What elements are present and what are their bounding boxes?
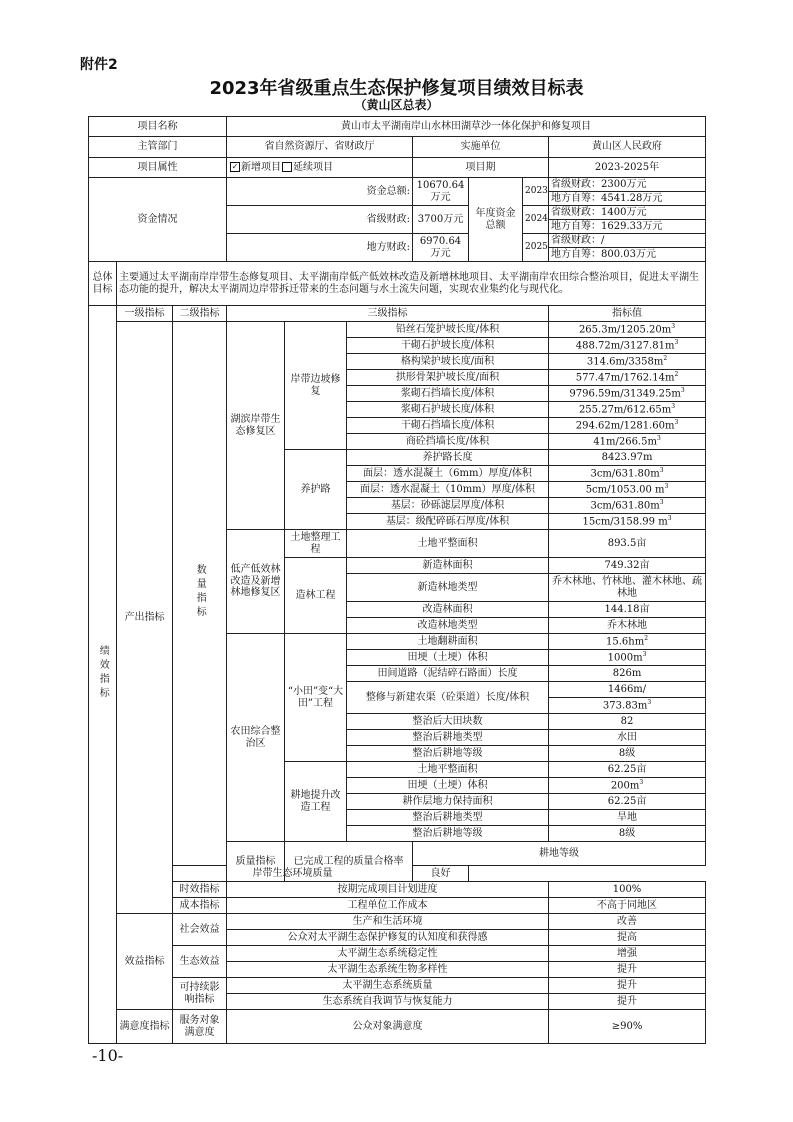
goal-text: 主要通过太平湖南岸岸带生态修复项目、太平湖南岸低产低效林改造及新增林地项目、太平湖南岸农田综合整治项目，促进太平湖生态功能的提升，解决太平湖周边岸带拆迁带来的生态问题与水土流失问题，实现农业集约化与现代化。 <box>117 262 706 306</box>
table-row: 满意度指标 服务对象满意度 公众对象满意度 ≥90% <box>89 1010 706 1044</box>
performance-table <box>88 116 706 1044</box>
table-row: 基层：级配碎砾石厚度/体积 15cm/3158.99 $m^3$ <box>89 514 706 530</box>
checkbox-checked-icon: ✓ <box>231 162 239 172</box>
table-row: 面层：透水混凝土（6mm）厚度/体积 $3cm/631.80m^3$ <box>89 466 706 482</box>
table-row: 浆砌石挡墙长度/体积 $9796.59m/31349.25m^3$ <box>89 386 706 402</box>
page-title: 2023年省级重点生态保护修复项目绩效目标表 <box>209 78 584 99</box>
table-row: 产出指标 数量指标 湖滨岸带生态修复区 岸带边坡修复 铅丝石笼护坡长度/体积 $265.3m/1205.20m^3$ <box>89 322 706 338</box>
table-row: 项目属性 ✓ 新增项目 延续项目 项目期 2023-2025年 <box>89 158 706 178</box>
table-row: $373.83m^3$ <box>89 698 706 714</box>
table-row: 改造林地类型 乔木林地 <box>89 618 706 634</box>
table-row: 可持续影响指标 太平湖生态系统质量 提升 <box>89 978 706 994</box>
page-number: -10- <box>92 1046 124 1065</box>
table-row: 格构梁护坡长度/面积 $314.6m/3358m^2$ <box>89 354 706 370</box>
table-row: 改造林面积 144.18亩 <box>89 602 706 618</box>
table-row: 田间道路（泥结碎石路面）长度 826m <box>89 666 706 682</box>
table-row: 整修与新建农渠（砼渠道）长度/体积 1466m/ <box>89 682 706 698</box>
checkbox-empty-icon <box>282 162 292 172</box>
table-row: 效益指标 社会效益 生产和生活环境 改善 <box>89 914 706 930</box>
table-row: 整治后大田块数 82 <box>89 714 706 730</box>
table-row: 新造林地类型 乔木林地、竹林地、灌木林地、疏林地 <box>89 574 706 602</box>
attachment-label: 附件2 <box>80 57 118 73</box>
table-row: 商砼挡墙长度/体积 $41m/266.5m^3$ <box>89 434 706 450</box>
table-row: 耕地提升改造工程 土地平整面积 62.25亩 <box>89 762 706 778</box>
table-row: 太平湖生态系统生物多样性 提升 <box>89 962 706 978</box>
table-row: 质量指标 已完成工程的质量合格率 耕地等级 <box>89 842 706 866</box>
table-row: 浆砌石护坡长度/体积 $255.27m/612.65m^3$ <box>89 402 706 418</box>
table-row: 省级财政: 3700万元 2024 省级财政：1400万元 <box>89 206 706 220</box>
perf-label: 绩效指标 <box>89 306 117 1044</box>
table-row: 时效指标 按期完成项目计划进度 100% <box>89 882 706 898</box>
table-row: 整治后耕地等级 8级 <box>89 746 706 762</box>
table-row: 养护路 养护路长度 8423.97m <box>89 450 706 466</box>
project-name: 黄山市太平湖南岸山水林田湖草沙一体化保护和修复项目 <box>227 117 706 137</box>
project-attribute: ✓ 新增项目 延续项目 <box>227 158 413 178</box>
table-row: 农田综合整治区 “小田”变“大田”工程 土地翻耕面积 $15.6hm^2$ <box>89 634 706 650</box>
table-row: 造林工程 新造林面积 749.32亩 <box>89 558 706 574</box>
table-row: 总体目标 主要通过太平湖南岸岸带生态修复项目、太平湖南岸低产低效林改造及新增林地项目、太平湖南岸农田综合整治项目，促进太平湖生态功能的提升，解决太平湖周边岸带拆迁带来的生态问题与水土流失问题，实现农业集约化与现代化。 <box>89 262 706 306</box>
table-row: 基层：砂砾滤层厚度/体积 $3cm/631.80m^3$ <box>89 498 706 514</box>
table-row: 生态系统自我调节与恢复能力 提升 <box>89 994 706 1010</box>
table-row: 干砌石护坡长度/体积 $488.72m/3127.81m^3$ <box>89 338 706 354</box>
table-row: 岸带生态环境质量 良好 <box>89 866 706 882</box>
table-row: 地方自筹：800.03万元 <box>89 248 706 262</box>
table-row: 耕作层地力保持面积 62.25亩 <box>89 794 706 810</box>
table-row: 田埂（土埂）体积 $200m^3$ <box>89 778 706 794</box>
table-row: 整治后耕地等级 8级 <box>89 826 706 842</box>
table-row: 整治后耕地类型 旱地 <box>89 810 706 826</box>
table-row: 田埂（土埂）体积 $1000m^3$ <box>89 650 706 666</box>
table-row: 面层：透水混凝土（10mm）厚度/体积 5cm/1053.00 $m^3$ <box>89 482 706 498</box>
table-row: 整治后耕地类型 水田 <box>89 730 706 746</box>
table-row: 成本指标 工程单位工作成本 不高于同地区 <box>89 898 706 914</box>
table-row: 公众对太平湖生态保护修复的认知度和获得感 提高 <box>89 930 706 946</box>
table-row: 主管部门 省自然资源厅、省财政厅 实施单位 黄山区人民政府 <box>89 137 706 158</box>
table-row: 拱形骨架护坡长度/面积 $577.47m/1762.14m^2$ <box>89 370 706 386</box>
page-subtitle: （黄山区总表） <box>354 98 439 112</box>
table-row: 资金情况 资金总额: 10670.64万元 年度资金总额 2023 省级财政：2300万元 <box>89 178 706 192</box>
table-row: 绩效指标 一级指标 二级指标 三级指标 指标值 <box>89 306 706 322</box>
table-row: 地方自筹：4541.28万元 <box>89 192 706 206</box>
table-row: 项目名称 黄山市太平湖南岸山水林田湖草沙一体化保护和修复项目 <box>89 117 706 137</box>
table-row: 低产低效林改造及新增林地修复区 土地整理工程 土地平整面积 893.5亩 <box>89 530 706 558</box>
table-row: 地方财政: 6970.64万元 2025 省级财政：/ <box>89 234 706 248</box>
table-row: 地方自筹：1629.33万元 <box>89 220 706 234</box>
table-row: 干砌石挡墙长度/体积 $294.62m/1281.60m^3$ <box>89 418 706 434</box>
table-row: 生态效益 太平湖生态系统稳定性 增强 <box>89 946 706 962</box>
